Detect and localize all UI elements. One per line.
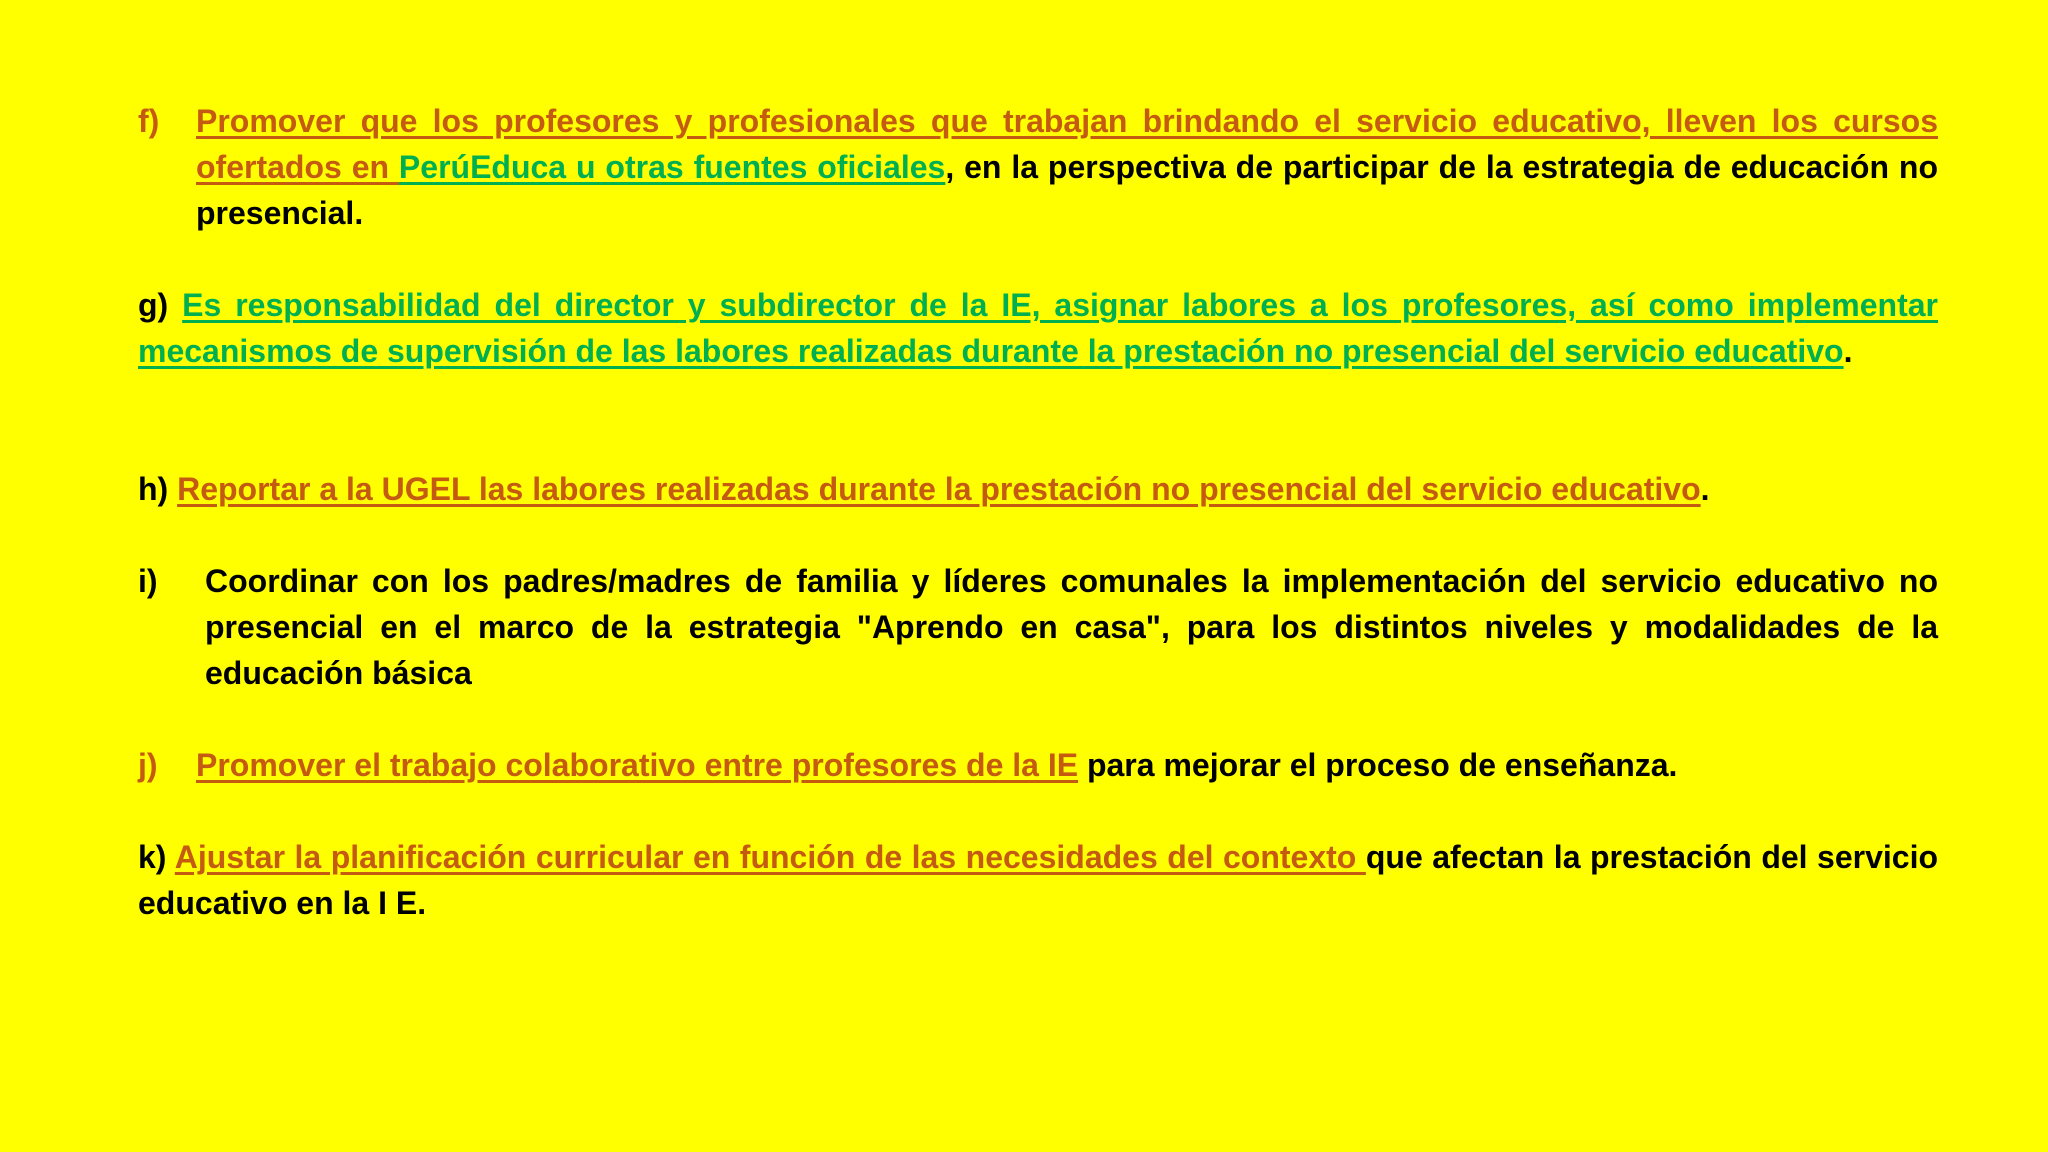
item-g-marker: g) bbox=[138, 287, 169, 323]
item-g bbox=[138, 282, 1938, 374]
item-f-orange-text: Promover que los profesores y profesionales que trabajan brindando el servicio educativo, lleven los cursos ofertados en bbox=[196, 103, 1938, 185]
item-j-orange-text: Promover el trabajo colaborativo entre profesores de la IE bbox=[196, 747, 1079, 783]
item-h-orange-text: Reportar a la UGEL las labores realizadas durante la prestación no presencial del servicio educativo bbox=[177, 471, 1701, 507]
item-i-marker: i) bbox=[138, 563, 158, 599]
item-j-marker: j) bbox=[138, 747, 158, 783]
item-k bbox=[138, 834, 1938, 926]
item-g-green-text: Es responsabilidad del director y subdirector de la IE, asignar labores a los profesores, así como implementar mecanismos de supervisión de las labores realizadas durante la prestación no presencial del servicio educativo bbox=[138, 287, 1939, 369]
item-j-body bbox=[196, 742, 1938, 788]
item-f-body bbox=[196, 98, 1938, 236]
item-i bbox=[138, 558, 1938, 696]
item-j-black-text: para mejorar el proceso de enseñanza. bbox=[1078, 747, 1678, 783]
item-h-marker: h) bbox=[138, 471, 169, 507]
item-k-black-text: que afectan la prestación del servicio educativo en la I E. bbox=[138, 839, 1939, 921]
item-h-black-text: . bbox=[1700, 471, 1710, 507]
item-f-black-text: , en la perspectiva de participar de la estrategia de educación no presencial. bbox=[196, 149, 1938, 231]
item-k-orange-text: Ajustar la planificación curricular en función de las necesidades del contexto bbox=[174, 839, 1366, 875]
item-f bbox=[138, 98, 1938, 236]
item-h bbox=[138, 466, 1938, 512]
item-f-green-text: PerúEduca u otras fuentes oficiales bbox=[398, 149, 946, 185]
item-g-black-text: . bbox=[1843, 333, 1853, 369]
item-i-black-text: Coordinar con los padres/madres de familia y líderes comunales la implementación del servicio educativo no presencial en el marco de la estrategia "Aprendo en casa", para los distintos niveles y modalidades de la educación básica bbox=[205, 563, 1938, 691]
item-j bbox=[138, 742, 1938, 788]
item-i-body bbox=[205, 558, 1938, 696]
item-k-marker: k) bbox=[138, 839, 167, 875]
item-f-marker: f) bbox=[138, 103, 160, 139]
